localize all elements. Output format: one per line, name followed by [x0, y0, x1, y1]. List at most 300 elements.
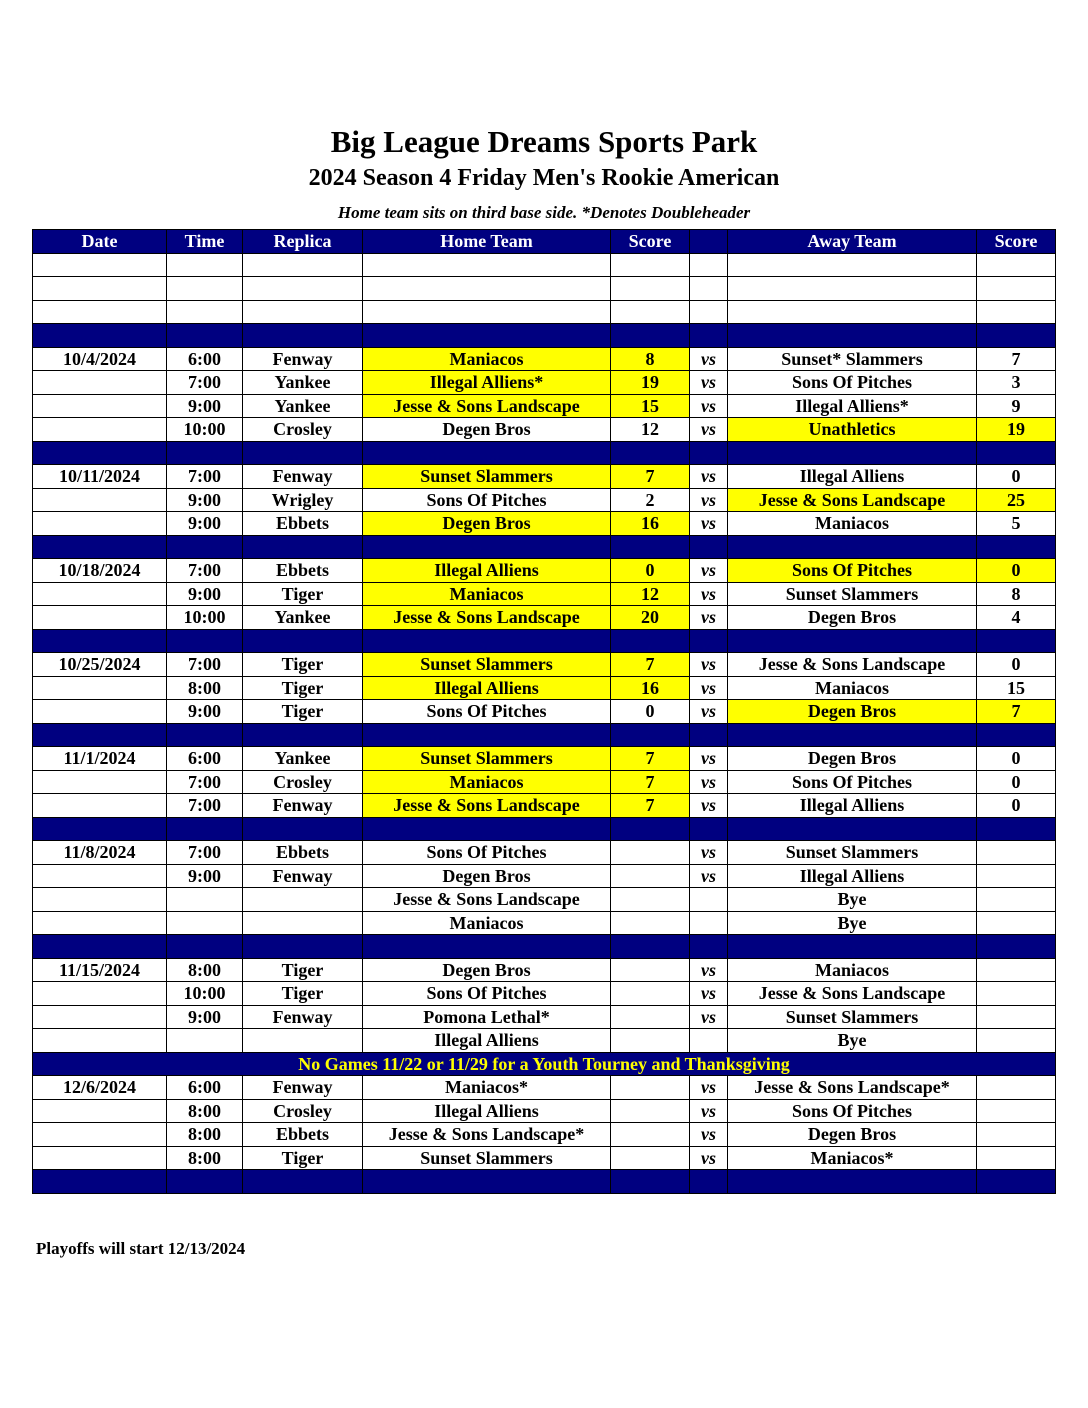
home-score-cell: 0	[611, 700, 690, 724]
week-separator-row	[33, 629, 1056, 653]
home-score-cell: 8	[611, 347, 690, 371]
blank-cell	[728, 277, 977, 301]
blank-cell	[167, 817, 243, 841]
game-row	[33, 864, 1056, 888]
game-time-cell: 9:00	[167, 700, 243, 724]
away-team-cell: Sunset* Slammers	[728, 347, 977, 371]
blank-cell	[363, 935, 611, 959]
home-score-cell	[611, 1099, 690, 1123]
blank-cell	[728, 817, 977, 841]
away-team-cell: Jesse & Sons Landscape	[728, 488, 977, 512]
game-row	[33, 1099, 1056, 1123]
home-team-cell: Jesse & Sons Landscape	[363, 606, 611, 630]
replica-field-cell	[243, 911, 363, 935]
away-team-cell: Unathletics	[728, 418, 977, 442]
blank-cell	[977, 300, 1056, 324]
vs-cell: vs	[690, 864, 728, 888]
home-team-cell: Sons Of Pitches	[363, 982, 611, 1006]
away-score-cell: 0	[977, 559, 1056, 583]
away-score-cell	[977, 1146, 1056, 1170]
home-team-cell: Illegal Alliens	[363, 676, 611, 700]
home-score-cell: 20	[611, 606, 690, 630]
column-header-replica: Replica	[243, 230, 363, 254]
blank-cell	[977, 535, 1056, 559]
replica-field-cell: Tiger	[243, 700, 363, 724]
away-score-cell: 15	[977, 676, 1056, 700]
blank-cell	[728, 723, 977, 747]
game-date-cell	[33, 864, 167, 888]
blank-cell	[363, 441, 611, 465]
away-team-cell: Sons Of Pitches	[728, 371, 977, 395]
game-time-cell	[167, 911, 243, 935]
vs-cell: vs	[690, 1146, 728, 1170]
vs-cell: vs	[690, 747, 728, 771]
blank-cell	[33, 300, 167, 324]
schedule-body	[33, 253, 1056, 1193]
home-team-cell: Maniacos	[363, 770, 611, 794]
home-score-cell	[611, 1123, 690, 1147]
game-time-cell: 8:00	[167, 1146, 243, 1170]
away-score-cell	[977, 911, 1056, 935]
game-date-cell	[33, 394, 167, 418]
schedule-table	[32, 229, 1056, 1194]
game-date-cell: 10/18/2024	[33, 559, 167, 583]
blank-cell	[167, 629, 243, 653]
away-score-cell	[977, 1029, 1056, 1053]
home-team-cell: Maniacos	[363, 582, 611, 606]
blank-cell	[728, 629, 977, 653]
home-score-cell	[611, 841, 690, 865]
blank-cell	[728, 324, 977, 348]
blank-cell	[363, 253, 611, 277]
game-date-cell: 10/25/2024	[33, 653, 167, 677]
game-time-cell: 9:00	[167, 582, 243, 606]
away-score-cell: 0	[977, 653, 1056, 677]
page-subtitle: 2024 Season 4 Friday Men's Rookie American	[308, 165, 780, 191]
blank-cell	[33, 324, 167, 348]
game-date-cell	[33, 418, 167, 442]
game-date-cell: 11/15/2024	[33, 958, 167, 982]
away-team-cell: Maniacos	[728, 958, 977, 982]
home-team-cell: Sunset Slammers	[363, 653, 611, 677]
replica-field-cell: Tiger	[243, 653, 363, 677]
home-team-cell: Illegal Alliens	[363, 1029, 611, 1053]
blank-cell	[167, 1170, 243, 1194]
blank-cell	[977, 629, 1056, 653]
game-time-cell: 8:00	[167, 1099, 243, 1123]
blank-cell	[977, 935, 1056, 959]
home-team-cell: Sons Of Pitches	[363, 841, 611, 865]
game-row	[33, 1029, 1056, 1053]
vs-cell: vs	[690, 841, 728, 865]
blank-cell	[243, 723, 363, 747]
game-time-cell: 9:00	[167, 394, 243, 418]
home-team-cell: Jesse & Sons Landscape*	[363, 1123, 611, 1147]
blank-cell	[690, 935, 728, 959]
home-team-cell: Illegal Alliens	[363, 1099, 611, 1123]
game-date-cell	[33, 582, 167, 606]
away-score-cell: 5	[977, 512, 1056, 536]
game-date-cell	[33, 794, 167, 818]
game-date-cell	[33, 676, 167, 700]
week-separator-row	[33, 817, 1056, 841]
away-score-cell	[977, 982, 1056, 1006]
game-row	[33, 347, 1056, 371]
game-row	[33, 394, 1056, 418]
game-time-cell: 8:00	[167, 676, 243, 700]
blank-cell	[690, 723, 728, 747]
away-team-cell: Sons Of Pitches	[728, 1099, 977, 1123]
away-team-cell: Bye	[728, 911, 977, 935]
game-time-cell: 7:00	[167, 653, 243, 677]
game-time-cell: 10:00	[167, 418, 243, 442]
blank-cell	[363, 817, 611, 841]
notice-banner-text: No Games 11/22 or 11/29 for a Youth Tourney and Thanksgiving	[33, 1052, 1056, 1076]
doubleheader-note: Home team sits on third base side. *Denotes Doubleheader	[337, 203, 751, 222]
game-time-cell: 7:00	[167, 559, 243, 583]
blank-cell	[363, 300, 611, 324]
column-header-away-score: Score	[977, 230, 1056, 254]
vs-cell: vs	[690, 676, 728, 700]
game-date-cell	[33, 1029, 167, 1053]
empty-row	[33, 253, 1056, 277]
game-time-cell: 7:00	[167, 770, 243, 794]
home-score-cell: 12	[611, 582, 690, 606]
away-team-cell: Maniacos	[728, 512, 977, 536]
game-row	[33, 418, 1056, 442]
column-header-home-score: Score	[611, 230, 690, 254]
home-score-cell: 12	[611, 418, 690, 442]
away-team-cell: Jesse & Sons Landscape*	[728, 1076, 977, 1100]
game-date-cell	[33, 1005, 167, 1029]
home-team-cell: Maniacos*	[363, 1076, 611, 1100]
game-date-cell	[33, 911, 167, 935]
game-row	[33, 958, 1056, 982]
blank-cell	[243, 1170, 363, 1194]
away-team-cell: Illegal Alliens	[728, 794, 977, 818]
blank-cell	[243, 535, 363, 559]
away-score-cell	[977, 1123, 1056, 1147]
away-score-cell: 0	[977, 770, 1056, 794]
vs-cell: vs	[690, 488, 728, 512]
blank-cell	[363, 723, 611, 747]
home-team-cell: Jesse & Sons Landscape	[363, 394, 611, 418]
vs-cell: vs	[690, 394, 728, 418]
game-time-cell: 9:00	[167, 512, 243, 536]
home-team-cell: Illegal Alliens	[363, 559, 611, 583]
game-time-cell: 8:00	[167, 958, 243, 982]
blank-cell	[611, 817, 690, 841]
away-score-cell: 3	[977, 371, 1056, 395]
game-date-cell: 10/4/2024	[33, 347, 167, 371]
home-team-cell: Sunset Slammers	[363, 1146, 611, 1170]
game-row	[33, 653, 1056, 677]
game-date-cell: 12/6/2024	[33, 1076, 167, 1100]
blank-cell	[977, 723, 1056, 747]
week-separator-row	[33, 324, 1056, 348]
home-score-cell: 7	[611, 747, 690, 771]
blank-cell	[977, 441, 1056, 465]
game-time-cell: 6:00	[167, 747, 243, 771]
blank-cell	[690, 277, 728, 301]
home-team-cell: Sunset Slammers	[363, 747, 611, 771]
home-team-cell: Jesse & Sons Landscape	[363, 888, 611, 912]
game-row	[33, 488, 1056, 512]
away-team-cell: Degen Bros	[728, 747, 977, 771]
away-team-cell: Jesse & Sons Landscape	[728, 653, 977, 677]
game-row	[33, 512, 1056, 536]
blank-cell	[611, 441, 690, 465]
blank-cell	[977, 1170, 1056, 1194]
blank-cell	[690, 817, 728, 841]
away-team-cell: Sons Of Pitches	[728, 559, 977, 583]
game-date-cell: 11/8/2024	[33, 841, 167, 865]
away-score-cell	[977, 841, 1056, 865]
away-score-cell: 0	[977, 794, 1056, 818]
vs-cell: vs	[690, 982, 728, 1006]
game-date-cell	[33, 1146, 167, 1170]
away-score-cell	[977, 1099, 1056, 1123]
replica-field-cell: Crosley	[243, 418, 363, 442]
game-row	[33, 1005, 1056, 1029]
game-row	[33, 982, 1056, 1006]
game-row	[33, 911, 1056, 935]
vs-cell: vs	[690, 559, 728, 583]
replica-field-cell	[243, 888, 363, 912]
away-team-cell: Sunset Slammers	[728, 841, 977, 865]
home-score-cell	[611, 1146, 690, 1170]
away-team-cell: Illegal Alliens	[728, 465, 977, 489]
blank-cell	[33, 441, 167, 465]
game-time-cell	[167, 888, 243, 912]
vs-cell: vs	[690, 371, 728, 395]
blank-cell	[977, 277, 1056, 301]
home-score-cell: 7	[611, 653, 690, 677]
week-separator-row	[33, 935, 1056, 959]
vs-cell: vs	[690, 794, 728, 818]
blank-cell	[363, 324, 611, 348]
replica-field-cell: Yankee	[243, 371, 363, 395]
game-row	[33, 559, 1056, 583]
game-row	[33, 794, 1056, 818]
game-row	[33, 676, 1056, 700]
blank-cell	[728, 441, 977, 465]
vs-cell	[690, 888, 728, 912]
vs-cell: vs	[690, 1076, 728, 1100]
vs-cell: vs	[690, 1123, 728, 1147]
home-score-cell: 7	[611, 770, 690, 794]
blank-cell	[167, 723, 243, 747]
blank-cell	[167, 441, 243, 465]
home-score-cell: 16	[611, 512, 690, 536]
away-team-cell: Jesse & Sons Landscape	[728, 982, 977, 1006]
home-score-cell: 16	[611, 676, 690, 700]
game-row	[33, 465, 1056, 489]
home-team-cell: Sons Of Pitches	[363, 488, 611, 512]
blank-cell	[611, 935, 690, 959]
blank-cell	[363, 1170, 611, 1194]
blank-cell	[167, 253, 243, 277]
home-score-cell	[611, 958, 690, 982]
blank-cell	[977, 817, 1056, 841]
home-score-cell: 19	[611, 371, 690, 395]
home-team-cell: Degen Bros	[363, 418, 611, 442]
week-separator-row	[33, 441, 1056, 465]
away-team-cell: Degen Bros	[728, 700, 977, 724]
game-row	[33, 371, 1056, 395]
blank-cell	[611, 1170, 690, 1194]
game-time-cell: 10:00	[167, 606, 243, 630]
replica-field-cell: Crosley	[243, 1099, 363, 1123]
blank-cell	[611, 300, 690, 324]
vs-cell: vs	[690, 347, 728, 371]
game-date-cell: 10/11/2024	[33, 465, 167, 489]
home-score-cell	[611, 864, 690, 888]
column-header-away-team: Away Team	[728, 230, 977, 254]
vs-cell: vs	[690, 958, 728, 982]
home-score-cell: 7	[611, 465, 690, 489]
vs-cell: vs	[690, 512, 728, 536]
blank-cell	[611, 535, 690, 559]
replica-field-cell: Tiger	[243, 582, 363, 606]
game-date-cell	[33, 488, 167, 512]
vs-cell	[690, 1029, 728, 1053]
game-time-cell: 7:00	[167, 841, 243, 865]
empty-row	[33, 300, 1056, 324]
replica-field-cell: Fenway	[243, 465, 363, 489]
away-team-cell: Degen Bros	[728, 1123, 977, 1147]
away-score-cell	[977, 864, 1056, 888]
vs-cell: vs	[690, 465, 728, 489]
home-team-cell: Degen Bros	[363, 864, 611, 888]
away-team-cell: Sunset Slammers	[728, 582, 977, 606]
replica-field-cell: Fenway	[243, 1076, 363, 1100]
replica-field-cell: Ebbets	[243, 512, 363, 536]
replica-field-cell: Tiger	[243, 958, 363, 982]
away-team-cell: Maniacos	[728, 676, 977, 700]
game-row	[33, 747, 1056, 771]
blank-cell	[33, 723, 167, 747]
away-score-cell	[977, 1005, 1056, 1029]
blank-cell	[611, 629, 690, 653]
blank-cell	[977, 324, 1056, 348]
blank-cell	[728, 1170, 977, 1194]
home-score-cell: 0	[611, 559, 690, 583]
away-team-cell: Sunset Slammers	[728, 1005, 977, 1029]
game-date-cell	[33, 770, 167, 794]
vs-cell: vs	[690, 582, 728, 606]
blank-cell	[243, 300, 363, 324]
game-row	[33, 700, 1056, 724]
blank-cell	[690, 629, 728, 653]
replica-field-cell: Yankee	[243, 606, 363, 630]
blank-cell	[690, 441, 728, 465]
replica-field-cell: Tiger	[243, 982, 363, 1006]
week-separator-row	[33, 723, 1056, 747]
week-separator-row	[33, 1170, 1056, 1194]
away-team-cell: Bye	[728, 888, 977, 912]
away-team-cell: Sons Of Pitches	[728, 770, 977, 794]
home-score-cell	[611, 1005, 690, 1029]
vs-cell: vs	[690, 653, 728, 677]
replica-field-cell: Tiger	[243, 1146, 363, 1170]
blank-cell	[690, 300, 728, 324]
away-score-cell: 0	[977, 465, 1056, 489]
column-header-home-team: Home Team	[363, 230, 611, 254]
blank-cell	[243, 441, 363, 465]
replica-field-cell: Fenway	[243, 1005, 363, 1029]
home-team-cell: Pomona Lethal*	[363, 1005, 611, 1029]
game-date-cell	[33, 1099, 167, 1123]
vs-cell: vs	[690, 770, 728, 794]
blank-cell	[690, 535, 728, 559]
game-date-cell	[33, 606, 167, 630]
away-score-cell: 7	[977, 347, 1056, 371]
vs-cell: vs	[690, 700, 728, 724]
replica-field-cell: Wrigley	[243, 488, 363, 512]
column-header-time: Time	[167, 230, 243, 254]
game-row	[33, 606, 1056, 630]
page-title: Big League Dreams Sports Park	[330, 124, 758, 159]
replica-field-cell: Yankee	[243, 394, 363, 418]
home-team-cell: Maniacos	[363, 347, 611, 371]
blank-cell	[363, 629, 611, 653]
blank-cell	[690, 253, 728, 277]
game-time-cell: 8:00	[167, 1123, 243, 1147]
home-team-cell: Sons Of Pitches	[363, 700, 611, 724]
blank-cell	[243, 629, 363, 653]
blank-cell	[690, 324, 728, 348]
game-time-cell: 6:00	[167, 1076, 243, 1100]
home-team-cell: Illegal Alliens*	[363, 371, 611, 395]
home-score-cell	[611, 911, 690, 935]
game-time-cell: 9:00	[167, 864, 243, 888]
playoffs-note: Playoffs will start 12/13/2024	[36, 1239, 246, 1258]
blank-cell	[167, 324, 243, 348]
game-row	[33, 1123, 1056, 1147]
game-date-cell: 11/1/2024	[33, 747, 167, 771]
game-row	[33, 1076, 1056, 1100]
away-score-cell: 9	[977, 394, 1056, 418]
away-score-cell	[977, 1076, 1056, 1100]
away-team-cell: Illegal Alliens	[728, 864, 977, 888]
blank-cell	[167, 277, 243, 301]
blank-cell	[33, 535, 167, 559]
away-score-cell	[977, 958, 1056, 982]
home-team-cell: Sunset Slammers	[363, 465, 611, 489]
replica-field-cell: Crosley	[243, 770, 363, 794]
vs-cell: vs	[690, 1099, 728, 1123]
replica-field-cell: Ebbets	[243, 559, 363, 583]
replica-field-cell: Fenway	[243, 864, 363, 888]
game-time-cell: 7:00	[167, 794, 243, 818]
blank-cell	[363, 535, 611, 559]
game-date-cell	[33, 700, 167, 724]
replica-field-cell	[243, 1029, 363, 1053]
blank-cell	[611, 723, 690, 747]
blank-cell	[33, 935, 167, 959]
home-team-cell: Degen Bros	[363, 512, 611, 536]
game-time-cell: 9:00	[167, 1005, 243, 1029]
blank-cell	[33, 817, 167, 841]
blank-cell	[611, 277, 690, 301]
game-date-cell	[33, 982, 167, 1006]
game-row	[33, 888, 1056, 912]
home-score-cell	[611, 1029, 690, 1053]
replica-field-cell: Tiger	[243, 676, 363, 700]
home-score-cell	[611, 982, 690, 1006]
blank-cell	[243, 935, 363, 959]
